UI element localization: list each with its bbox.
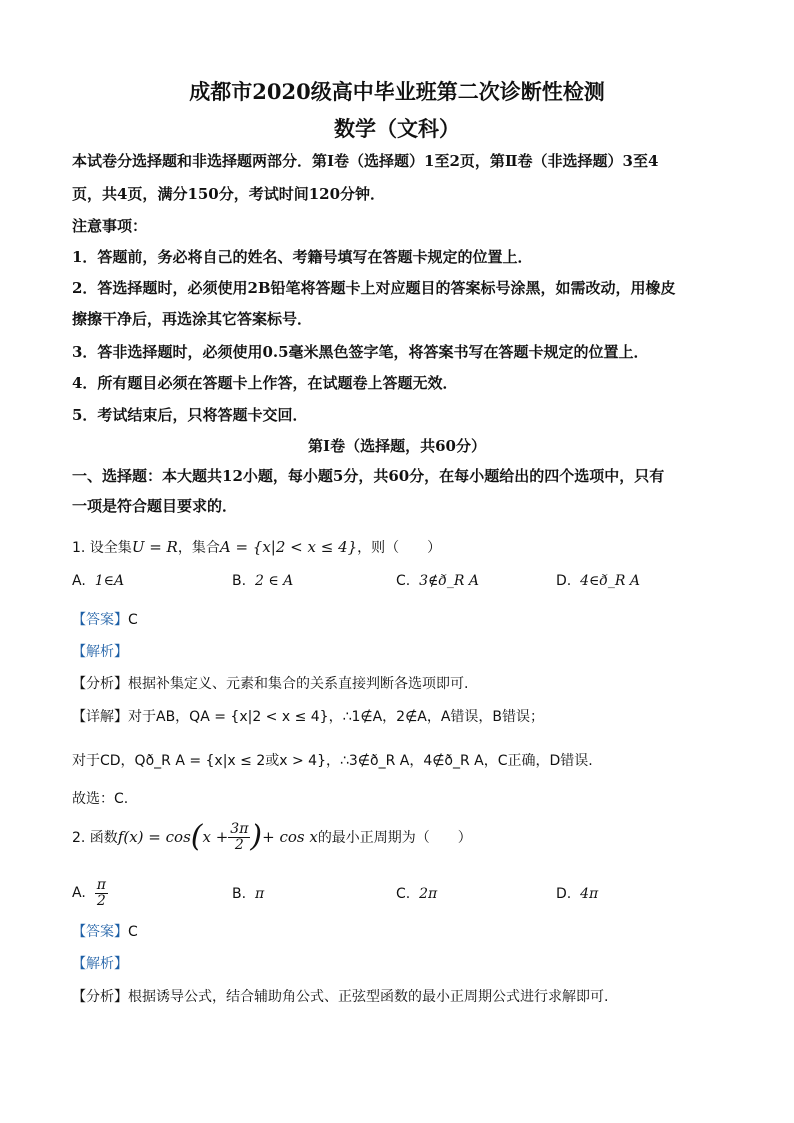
q2-func-tail: + cos x xyxy=(262,828,318,847)
q1-stem-b: ，集合 xyxy=(177,540,220,556)
q2-option-d-label: D. xyxy=(556,886,572,902)
q1-answer-tag: 【答案】 xyxy=(72,612,128,628)
q1-option-a-expr: 1∈A xyxy=(94,573,125,589)
q2-left-paren: ( xyxy=(190,819,203,855)
q2-stem-b: 的最小正周期为（ ） xyxy=(317,830,472,847)
q1-analysis-tag: 【解析】 xyxy=(72,644,128,660)
q2-frac-den: 2 xyxy=(234,836,244,853)
section-desc-line-1: 一、选择题：本大题共12小题，每小题5分，共60分，在每小题给出的四个选项中，只有 xyxy=(72,467,665,485)
notice-item-1: 1．答题前，务必将自己的姓名、考籍号填写在答题卡规定的位置上． xyxy=(72,248,533,266)
q1-answer-value: C xyxy=(128,612,138,628)
q1-option-b-label: B. xyxy=(232,573,247,589)
q1-math-universe: U = R xyxy=(131,538,178,556)
notice-item-4: 4．所有题目必须在答题卡上作答，在试题卷上答题无效． xyxy=(72,374,458,392)
q1-option-b-expr: 2 ∈ A xyxy=(254,573,294,589)
q2-option-a-num: π xyxy=(96,877,106,893)
q1-detail-line-1: 对于AB，QA = {x|2 < x ≤ 4}，∴1∉A，2∉A，A错误，B错误； xyxy=(128,709,545,725)
q1-option-c-expr: 3∉ð_R A xyxy=(419,573,479,589)
notice-item-2-cont: 擦擦干净后，再选涂其它答案标号． xyxy=(72,310,313,328)
q2-option-c-label: C. xyxy=(396,886,411,902)
notice-item-5: 5．考试结束后，只将答题卡交回． xyxy=(72,406,308,424)
section-desc-line-2: 一项是符合题目要求的． xyxy=(72,497,238,515)
q2-stem xyxy=(72,819,472,855)
q2-option-c xyxy=(396,886,437,902)
notice-item-3: 3．答非选择题时，必须使用0.5毫米黑色签字笔，将答案书写在答题卡规定的位置上． xyxy=(72,343,649,361)
q2-analysis-tag: 【解析】 xyxy=(72,956,128,972)
intro-line-1: 本试卷分选择题和非选择题两部分．第Ⅰ卷（选择题）1至2页，第Ⅱ卷（非选择题）3至4 xyxy=(72,152,659,170)
section-title: 第Ⅰ卷（选择题，共60分） xyxy=(308,437,486,455)
q1-option-d-label: D. xyxy=(556,573,572,589)
q1-answer xyxy=(72,609,138,629)
q1-option-c xyxy=(396,573,479,589)
q2-frac-num: 3π xyxy=(230,821,249,837)
q2-option-b-label: B. xyxy=(232,886,247,902)
q1-option-d-expr: 4∈ð_R A xyxy=(580,573,640,589)
q2-option-d xyxy=(556,886,598,902)
q2-fenxi-text: 根据诱导公式，结合辅助角公式、正弦型函数的最小正周期公式进行求解即可. xyxy=(128,989,609,1005)
q1-detail-1 xyxy=(72,706,544,726)
q2-option-a-den: 2 xyxy=(96,892,106,909)
q1-xiangjie-tag: 【详解】 xyxy=(72,709,128,725)
q2-fenxi xyxy=(72,986,608,1006)
q2-option-b-expr: π xyxy=(254,886,265,902)
notice-item-2: 2．答选择题时，必须使用2B铅笔将答题卡上对应题目的答案标号涂黑，如需改动，用橡皮 xyxy=(72,279,676,297)
q1-detail-line-2: 对于CD，Qð_R A = {x|x ≤ 2或x > 4}，∴3∉ð_R A，4∉ð_R A，C正确，D错误. xyxy=(72,753,593,769)
q1-fenxi-tag: 【分析】 xyxy=(72,676,128,692)
q2-option-a xyxy=(72,878,108,908)
exam-title: 成都市2020级高中毕业班第二次诊断性检测 xyxy=(189,79,605,104)
q1-option-c-label: C. xyxy=(396,573,411,589)
q2-answer-value: C xyxy=(128,924,138,940)
q2-fenxi-tag: 【分析】 xyxy=(72,989,128,1005)
q2-option-d-expr: 4π xyxy=(580,886,599,902)
q2-fraction xyxy=(228,822,250,852)
q1-stem-c: ，则（ ） xyxy=(357,540,442,556)
q1-math-set-a: A = {x|2 < x ≤ 4} xyxy=(219,538,358,556)
q2-right-paren: ) xyxy=(250,819,263,855)
q2-stem-a: 2. 函数 xyxy=(72,830,118,847)
q1-option-a xyxy=(72,573,124,589)
q2-option-a-label: A. xyxy=(72,885,86,902)
q2-option-c-expr: 2π xyxy=(419,886,438,902)
q2-option-b xyxy=(232,886,264,902)
q1-stem xyxy=(72,537,441,557)
q1-fenxi-text: 根据补集定义、元素和集合的关系直接判断各选项即可. xyxy=(128,676,469,692)
q2-answer xyxy=(72,921,138,941)
q1-stem-a: 1. 设全集 xyxy=(72,540,132,556)
q2-answer-tag: 【答案】 xyxy=(72,924,128,940)
q1-option-a-label: A. xyxy=(72,573,86,589)
q1-fenxi xyxy=(72,673,468,693)
notice-heading: 注意事项： xyxy=(72,217,148,235)
q2-option-a-frac xyxy=(95,878,108,908)
q1-conclusion: 故选：C. xyxy=(72,791,129,807)
q1-option-d xyxy=(556,573,640,589)
q2-func-left: f(x) = cos xyxy=(117,828,191,847)
q2-func-inner: x + xyxy=(202,828,229,847)
q1-option-b xyxy=(232,573,293,589)
exam-subtitle: 数学（文科） xyxy=(334,116,460,141)
intro-line-2: 页，共4页，满分150分，考试时间120分钟． xyxy=(72,185,386,203)
